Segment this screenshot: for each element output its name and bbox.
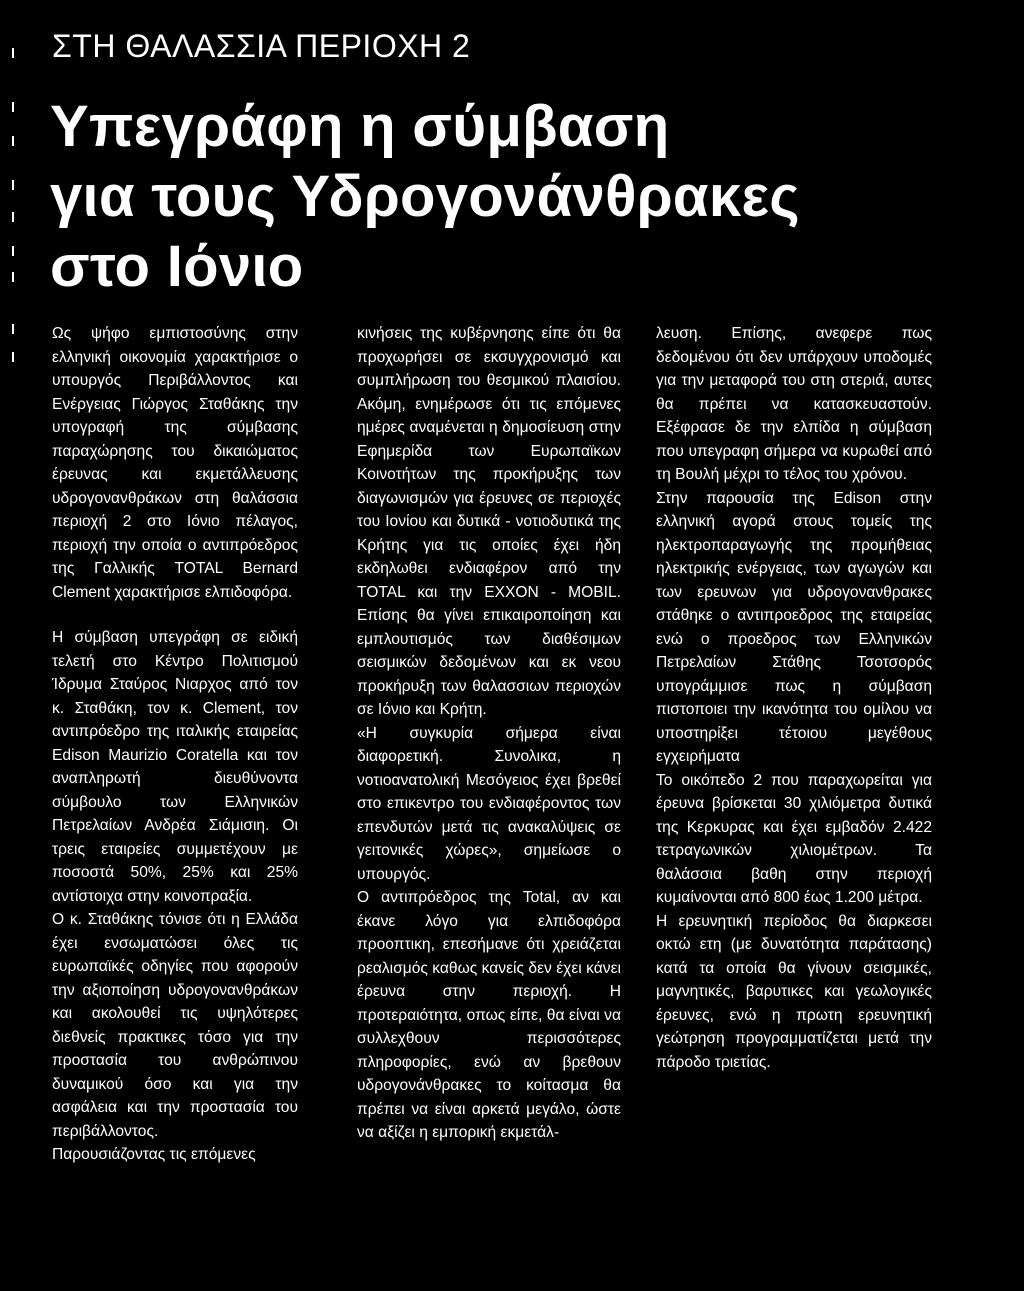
paragraph: Ο αντιπρόεδρος της Total, αν και έκανε λόγο για ελπιδοφόρα προοπτικη, επεσήμανε ότι χρειάζεται ρεαλισμός καθως κανείς δεν έχει κάνει έρευνα στην περιοχή. Η προτεραιότητα, οπως είπε, θα είναι να συλλεχθουν περισσότερες πληροφορίες, ενώ αν βρεθουν υδρογονάνθρακες το κοίτασμα θα πρέπει να είναι αρκετά μεγάλο, ώστε να αξίζει η εμπορική εκμετάλ- [357, 889, 621, 1141]
margin-ticks [12, 40, 15, 540]
headline-line: στο Ιόνιο [50, 234, 304, 299]
article-column-1 [52, 322, 298, 1167]
headline [50, 92, 1010, 302]
paragraph: Ως ψήφο εμπιστοσύνης στην ελληνική οικονομία χαρακτήρισε ο υπουργός Περιβάλλοντος και Ενέργειας Γιώργος Σταθάκης την υπογραφή της σύμβασης παραχώρησης του δικαιώματος έρευνας και εκμετάλλευσης υδρογονανθράκων στη θαλάσσια περιοχή 2 στο Ιόνιο πέλαγος, περιοχή την οποία ο αντιπρόεδρος της Γαλλικής TOTAL Bernard Clement χαρακτήρισε ελπιδοφόρα. [52, 325, 298, 601]
article-column-2 [357, 322, 621, 1145]
paragraph: Η σύμβαση υπεγράφη σε ειδική τελετή στο Κέντρο Πολιτισμού Ίδρυμα Σταύρος Νιαρχος από τον κ. Σταθάκη, τον κ. Clement, τον αντιπρόεδρο της ιταλικής εταιρείας Edison Maurizio Coratella και τον αναπληρωτή διευθύνοντα σύμβουλο των Ελληνικών Πετρελαίων Ανδρέα Σιάμισιη. Οι τρεις εταιρείες συμμετέχουν με ποσοστά 50%, 25% και 25% αντίστοιχα στην κοινοπραξία. [52, 629, 298, 905]
paragraph: «Η συγκυρία σήμερα είναι διαφορετική. Συνολικα, η νοτιοανατολική Μεσόγειος έχει βρεθεί στο επικεντρο του ενδιαφέροντος των επενδυτών μετά τις ανακαλύψεις σε γειτονικές χώρες», σημείωσε ο υπουργός. [357, 724, 621, 883]
paragraph: Το οικόπεδο 2 που παραχωρείται για έρευνα βρίσκεται 30 χιλιόμετρα δυτικά της Κερκυρας και έχει εμβαδόν 2.422 τετραγωνικών χιλιομέτρων. Τα θαλάσσια βαθη στην περιοχή κυμαίνονται από 800 έως 1.200 μέτρα. [656, 771, 932, 906]
article-column-3 [656, 322, 932, 1074]
paragraph: Στην παρουσία της Edison στην ελληνική αγορά στους τομείς της ηλεκτροπαραγωγής της προμήθειας ηλεκτρικής ενέργειας, των αγωγών και των ερευνων για υδρογονανθρακες στάθηκε ο αντιπροεδρος της εταιρείας ενώ ο προεδρος των Ελληνικών Πετρελαίων Στάθης Τσοτσορός υπογράμμισε πως η σύμβαση πιστοποιει την ικανότητα του ομίλου να υποστηρίξει τέτοιου μεγέθους εγχειρήματα [656, 489, 932, 765]
paragraph: κινήσεις της κυβέρνησης είπε ότι θα προχωρήσει σε εκσυγχρονισμό και συμπλήρωση του θεσμικού πλαισίου. Ακόμη, ενημέρωσε ότι τις επόμενες ημέρες αναμένεται η δημοσίευση στην Εφημερίδα των Ευρωπαϊκων Κοινοτήτων της προκήρυξης των διαγωνισμών για έρευνες σε περιοχές του Ιονίου και δυτικά - νοτιοδυτικά της Κρήτης για τις οποίες έχει ήδη εκδηλωθει ενδιαφέρον από την TOTAL και την EXXON - MOBIL. Επίσης θα γίνει επικαιροποίηση και εμπλουτισμός των διαθέσιμων σεισμικών δεδομένων και εκ νεου προκήρυξη των θαλασσιων περιοχών σε Ιόνιο και Κρήτη. [357, 325, 621, 718]
headline-line: Υπεγράφη η σύμβαση [50, 94, 670, 159]
section-kicker: ΣΤΗ ΘΑΛΑΣΣΙΑ ΠΕΡΙΟΧΗ 2 [52, 28, 471, 64]
paragraph: λευση. Επίσης, ανεφερε πως δεδομένου ότι δεν υπάρχουν υποδομές για την μεταφορά του στη στεριά, αυτες θα πρέπει να κατασκευαστούν. Εξέφρασε δε την ελπίδα η σύμβαση που υπεγραφη σήμερα να κυρωθεί από τη Βουλή μέχρι το τέλος του χρόνου. [656, 325, 932, 483]
headline-line: για τους Υδρογονάνθρακες [50, 164, 800, 229]
paragraph: Παρουσιάζοντας τις επόμενες [52, 1146, 256, 1163]
paragraph: Η ερευνητική περίοδος θα διαρκεσει οκτώ ετη (με δυνατότητα παράτασης) κατά τα οποία θα γίνουν σεισμικές, μαγνητικές, βαρυτικες και γεωλογικές έρευνες, ενώ η πρωτη ερευνητική γεώτρηση προγραμματίζεται μετά την πάροδο τριετίας. [656, 912, 932, 1071]
paragraph: Ο κ. Σταθάκης τόνισε ότι η Ελλάδα έχει ενσωματώσει όλες τις ευρωπαϊκές οδηγίες που αφορούν την αξιοποίηση υδρογονανθράκων και ακολουθεί τις υψηλότερες διεθνείς πρακτικες τόσο για την προστασία του ανθρώπινου δυναμικού όσο και για την ασφάλεια και την προστασία του περιβάλλοντος. [52, 911, 298, 1140]
